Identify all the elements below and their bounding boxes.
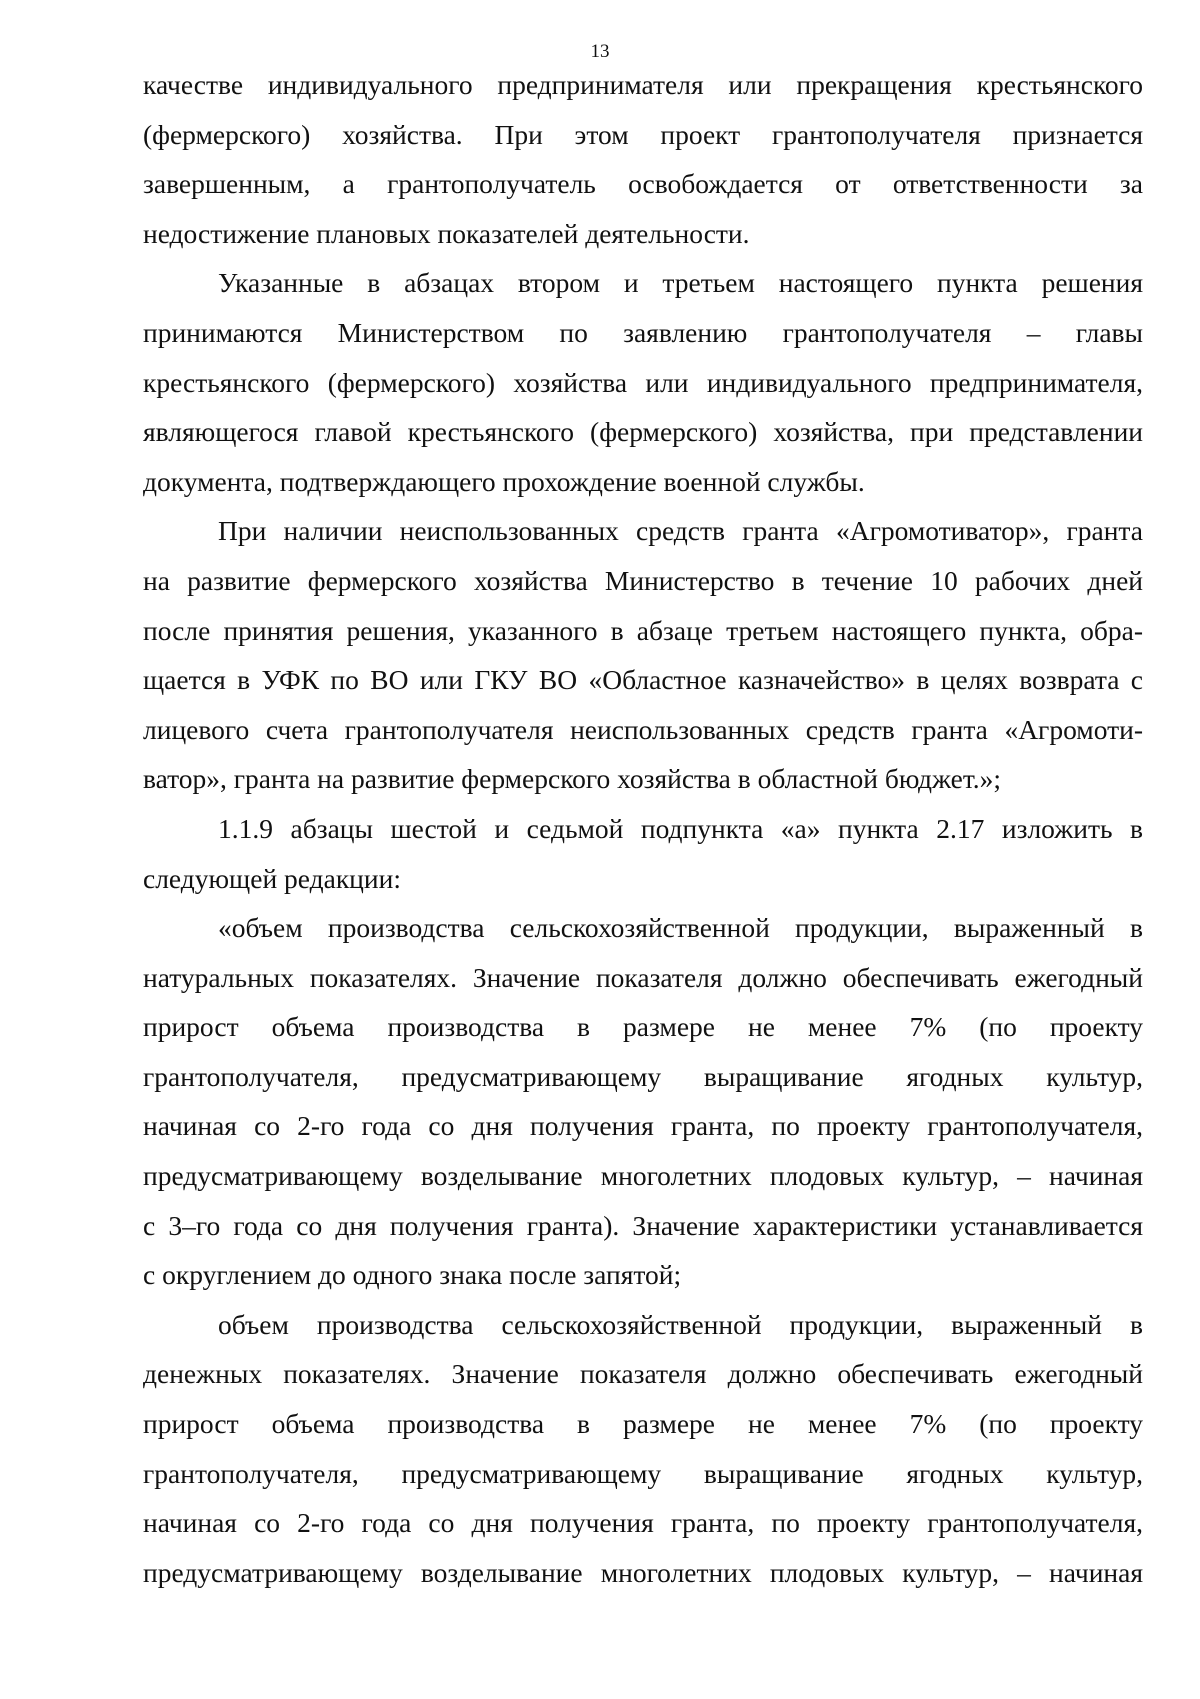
text-line: следующей редакции: <box>143 862 401 894</box>
text-line: предусматривающему возделывание многолетних плодовых культур, – начиная <box>143 1160 1143 1192</box>
text-line: объем производства сельскохозяйственной продукции, выраженный в <box>218 1308 1143 1340</box>
text-line: Указанные в абзацах втором и третьем настоящего пункта решения <box>218 267 1143 299</box>
text-line: грантополучателя, предусматривающему выращивание ягодных культур, <box>143 1060 1143 1092</box>
text-line: начиная со 2-го года со дня получения гранта, по проекту грантополучателя, <box>143 1110 1143 1142</box>
text-line: являющегося главой крестьянского (фермерского) хозяйства, при представлении <box>143 416 1143 448</box>
text-line: начиная со 2-го года со дня получения гранта, по проекту грантополучателя, <box>143 1507 1143 1539</box>
text-line: грантополучателя, предусматривающему выращивание ягодных культур, <box>143 1457 1143 1489</box>
text-line: прирост объема производства в размере не менее 7% (по проекту <box>143 1408 1143 1440</box>
text-line: на развитие фермерского хозяйства Министерство в течение 10 рабочих дней <box>143 564 1143 596</box>
text-line: щается в УФК по ВО или ГКУ ВО «Областное казначейство» в целях возврата с <box>143 664 1143 696</box>
text-line: предусматривающему возделывание многолетних плодовых культур, – начиная <box>143 1556 1143 1588</box>
text-line: (фермерского) хозяйства. При этом проект грантополучателя признается <box>143 118 1143 150</box>
text-line: с 3–го года со дня получения гранта). Значение характеристики устанавливается <box>143 1209 1143 1241</box>
text-line: ватор», гранта на развитие фермерского хозяйства в областной бюджет.»; <box>143 763 1002 795</box>
text-line: 1.1.9 абзацы шестой и седьмой подпункта «а» пункта 2.17 изложить в <box>218 812 1143 844</box>
page-number: 13 <box>590 41 610 62</box>
text-line: недостижение плановых показателей деятельности. <box>143 217 750 249</box>
text-line: При наличии неиспользованных средств гранта «Агромотиватор», гранта <box>218 515 1143 547</box>
text-line: после принятия решения, указанного в абзаце третьем настоящего пункта, обра- <box>143 614 1143 646</box>
text-line: натуральных показателях. Значение показателя должно обеспечивать ежегодный <box>143 961 1143 993</box>
text-line: с округлением до одного знака после запятой; <box>143 1259 682 1291</box>
text-line: принимаются Министерством по заявлению грантополучателя – главы <box>143 316 1143 348</box>
text-line: денежных показателях. Значение показателя должно обеспечивать ежегодный <box>143 1358 1143 1390</box>
text-line: завершенным, а грантополучатель освобождается от ответственности за <box>143 168 1143 200</box>
text-line: лицевого счета грантополучателя неиспользованных средств гранта «Агромоти- <box>143 713 1143 745</box>
text-line: прирост объема производства в размере не менее 7% (по проекту <box>143 1011 1143 1043</box>
text-line: качестве индивидуального предпринимателя или прекращения крестьянского <box>143 69 1143 100</box>
text-line: «объем производства сельскохозяйственной продукции, выраженный в <box>218 912 1143 944</box>
text-line: крестьянского (фермерского) хозяйства или индивидуального предпринимателя, <box>143 366 1143 398</box>
text-line: документа, подтверждающего прохождение военной службы. <box>143 465 865 497</box>
body-text <box>143 60 1143 1597</box>
